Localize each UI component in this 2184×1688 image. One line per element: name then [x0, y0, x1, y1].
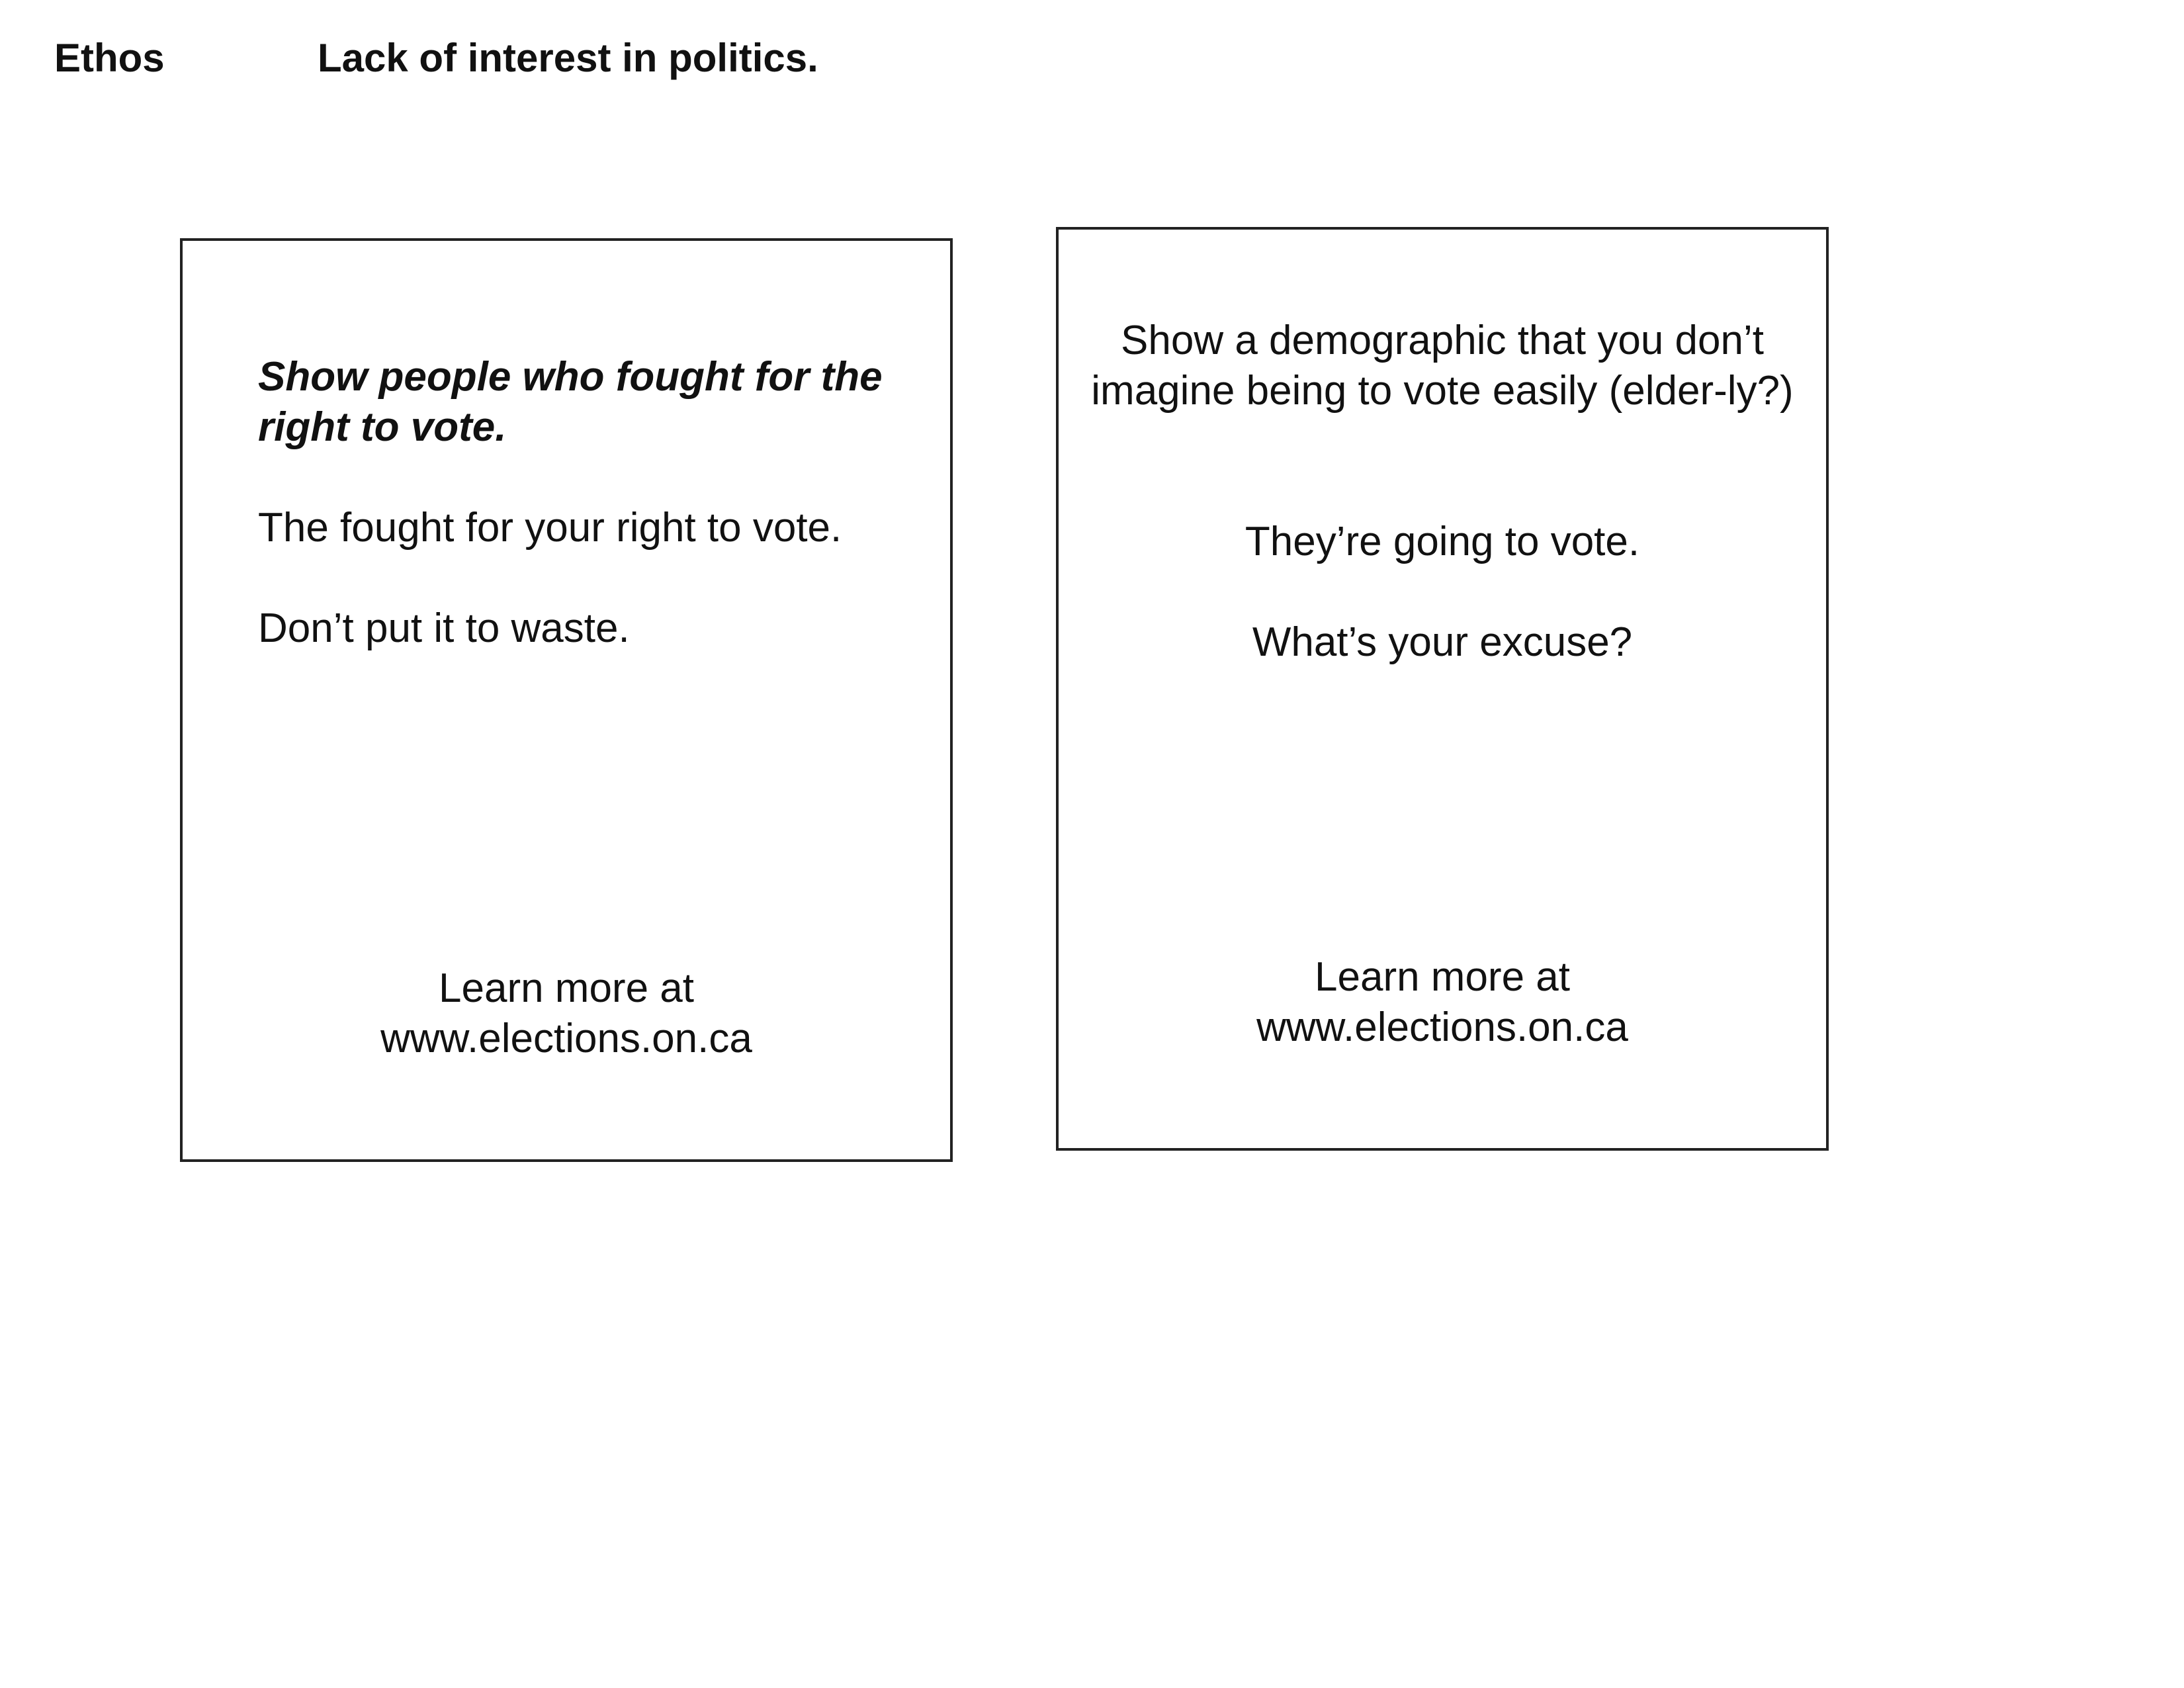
card-call-to-action: [1059, 952, 1826, 1053]
topic-title: Lack of interest in politics.: [318, 36, 818, 80]
cta-text: Learn more at: [439, 965, 694, 1011]
card-body-line: Don’t put it to waste.: [258, 605, 630, 651]
card-call-to-action: [183, 963, 950, 1064]
cta-url: www.elections.on.ca: [380, 1016, 752, 1061]
cta-url: www.elections.on.ca: [1256, 1004, 1628, 1050]
card-heading: Show people who fought for the right to vote.: [258, 354, 883, 450]
ad-concept-card-right: [1056, 227, 1829, 1151]
category-label: Ethos: [54, 36, 165, 80]
card-prompt: Show a demographic that you don’t imagine being to vote easily (elder-ly?): [1091, 318, 1794, 414]
card-body-line: They’re going to vote.: [1245, 519, 1640, 564]
card-body-line: What’s your excuse?: [1252, 619, 1633, 665]
ad-concept-card-left: [180, 238, 953, 1162]
cta-text: Learn more at: [1315, 954, 1570, 1000]
card-body-line: The fought for your right to vote.: [258, 505, 842, 551]
